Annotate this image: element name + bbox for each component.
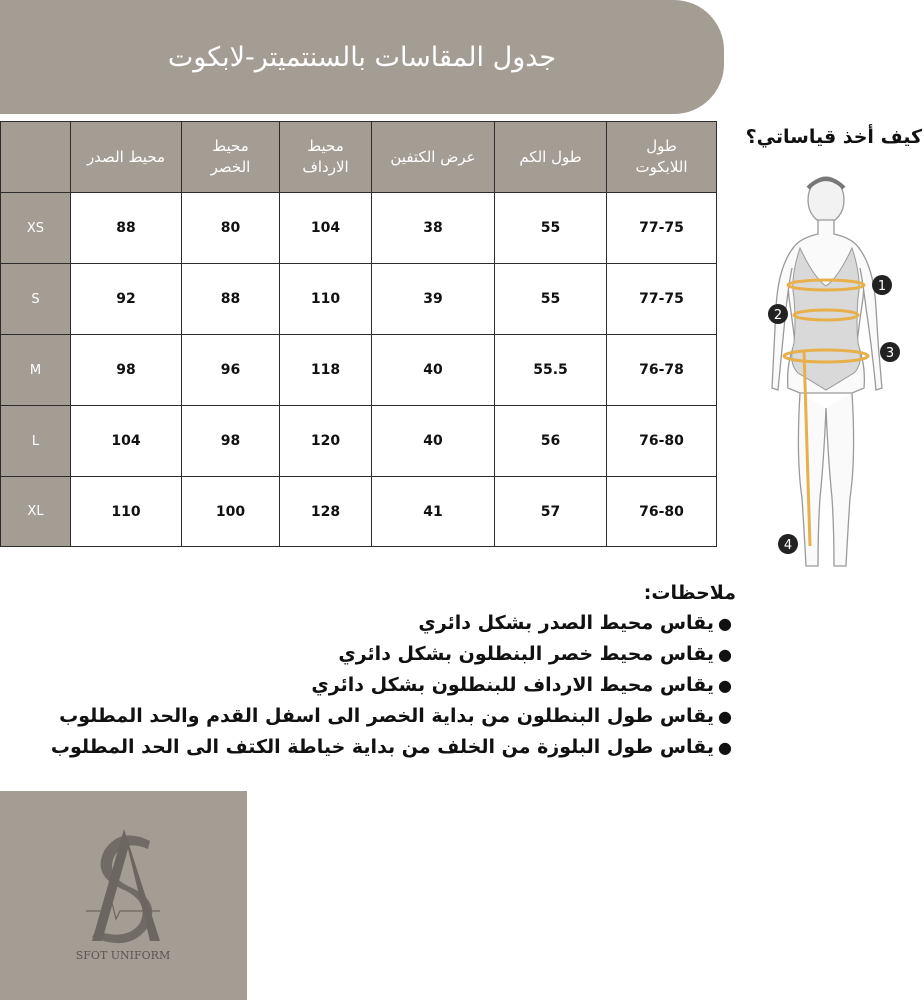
table-cell: 38: [372, 193, 495, 264]
size-label: S: [1, 264, 71, 335]
column-header: طول اللابكوت: [607, 122, 717, 193]
note-item: ●يقاس طول البنطلون من بداية الخصر الى اسفل القدم والحد المطلوب: [59, 705, 732, 727]
table-cell: 57: [495, 477, 607, 547]
table-cell: 39: [372, 264, 495, 335]
marker-2: [768, 304, 788, 324]
table-cell: 56: [495, 406, 607, 477]
table-cell: 88: [182, 264, 280, 335]
table-cell: 110: [71, 477, 182, 547]
note-item: ●يقاس محيط الارداف للبنطلون بشكل دائري: [311, 674, 732, 696]
note-item: ●يقاس محيط الصدر بشكل دائري: [418, 612, 732, 634]
brand-name: SFOT UNIFORM: [75, 949, 171, 962]
table-cell: 98: [182, 406, 280, 477]
brand-logo-panel: [0, 791, 247, 1000]
size-chart-table: [0, 121, 717, 547]
column-header: محيط الارداف: [280, 122, 372, 193]
table-cell: 120: [280, 406, 372, 477]
svg-text:3: 3: [885, 346, 895, 361]
size-label: XL: [1, 477, 71, 547]
table-row: [1, 193, 717, 264]
table-cell: 76-80: [607, 477, 717, 547]
notes-title: ملاحظات:: [643, 582, 736, 604]
table-row: [1, 335, 717, 406]
table-cell: 100: [182, 477, 280, 547]
table-cell: 96: [182, 335, 280, 406]
table-row: [1, 264, 717, 335]
table-cell: 76-78: [607, 335, 717, 406]
table-cell: 55: [495, 264, 607, 335]
table-cell: 41: [372, 477, 495, 547]
table-cell: 118: [280, 335, 372, 406]
table-cell: 92: [71, 264, 182, 335]
column-header: محيط الصدر: [71, 122, 182, 193]
column-header: عرض الكتفين: [372, 122, 495, 193]
table-cell: 110: [280, 264, 372, 335]
page-title: جدول المقاسات بالسنتميتر-لابكوت: [167, 41, 557, 73]
table-cell: 128: [280, 477, 372, 547]
title-banner: [0, 0, 724, 114]
table-cell: 55: [495, 193, 607, 264]
how-to-measure-title: كيف أخذ قياساتي؟: [745, 126, 922, 148]
corner-cell: [1, 122, 71, 193]
table-cell: 88: [71, 193, 182, 264]
table-cell: 98: [71, 335, 182, 406]
table-header-row: [1, 122, 717, 193]
body-measurement-figure: [760, 168, 924, 578]
size-label: L: [1, 406, 71, 477]
brand-logo: [0, 791, 247, 1000]
table-row: [1, 477, 717, 547]
marker-3: [880, 342, 900, 362]
table-cell: 77-75: [607, 193, 717, 264]
svg-text:1: 1: [877, 279, 887, 294]
table-cell: 104: [280, 193, 372, 264]
column-header: محيط الخصر: [182, 122, 280, 193]
svg-text:2: 2: [773, 308, 783, 323]
table-cell: 77-75: [607, 264, 717, 335]
table-cell: 80: [182, 193, 280, 264]
note-item: ●يقاس طول البلوزة من الخلف من بداية خياطة الكتف الى الحد المطلوب: [50, 736, 732, 758]
table-cell: 76-80: [607, 406, 717, 477]
svg-text:4: 4: [783, 538, 793, 553]
size-label: XS: [1, 193, 71, 264]
note-item: ●يقاس محيط خصر البنطلون بشكل دائري: [338, 643, 732, 665]
table-cell: 40: [372, 406, 495, 477]
size-label: M: [1, 335, 71, 406]
column-header: طول الكم: [495, 122, 607, 193]
table-cell: 104: [71, 406, 182, 477]
table-cell: 40: [372, 335, 495, 406]
table-row: [1, 406, 717, 477]
marker-1: [872, 275, 892, 295]
notes-list: [51, 608, 736, 763]
table-cell: 55.5: [495, 335, 607, 406]
notes-section: [51, 582, 736, 763]
marker-4: [778, 534, 798, 554]
